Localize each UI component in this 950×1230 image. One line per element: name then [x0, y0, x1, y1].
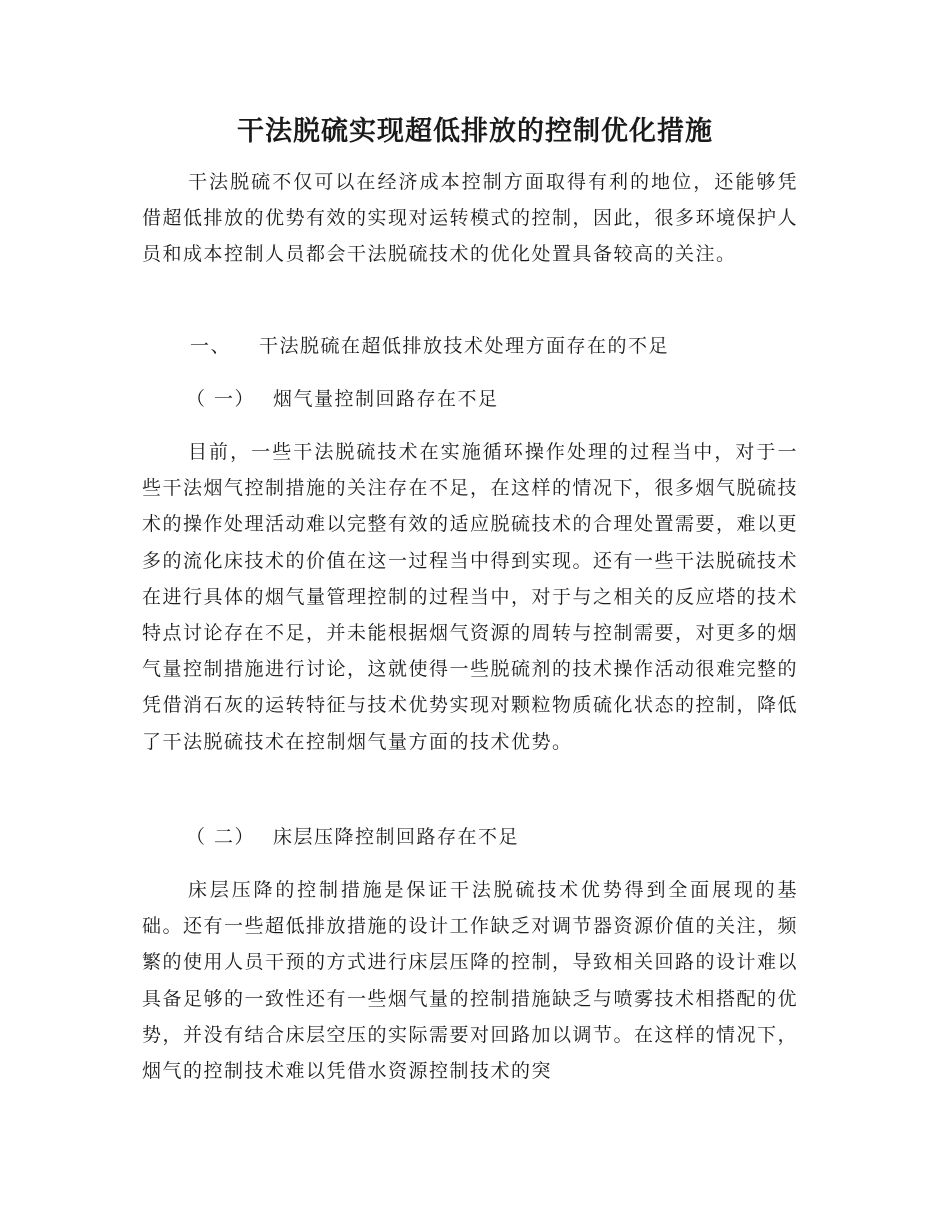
- subsection-2-heading: [186, 819, 519, 855]
- section-1-number: 一、: [190, 335, 232, 357]
- subsection-1-paragraph: 目前，一些干法脱硫技术在实施循环操作处理的过程当中，对于一些干法烟气控制措施的关注存在不足，在这样的情况下，很多烟气脱硫技术的操作处理活动难以完整有效的适应脱硫技术的合理处置需要，难以更多的流化床技术的价值在这一过程当中得到实现。还有一些干法脱硫技术在进行具体的烟气量管理控制的过程当中，对于与之相关的反应塔的技术特点讨论存在不足，并未能根据烟气资源的周转与控制需要，对更多的烟气量控制措施进行讨论，这就使得一些脱硫剂的技术操作活动很难完整的凭借消石灰的运转特征与技术优势实现对颗粒物质硫化状态的控制，降低了干法脱硫技术在控制烟气量方面的技术优势。: [142, 441, 799, 753]
- section-1-heading: [190, 328, 669, 364]
- subsection-1-title: 烟气量控制回路存在不足: [273, 388, 499, 410]
- intro-paragraph: 干法脱硫不仅可以在经济成本控制方面取得有利的地位，还能够凭借超低排放的优势有效的实现对运转模式的控制，因此，很多环境保护人员和成本控制人员都会干法脱硫技术的优化处置具备较高的关注。: [142, 171, 799, 266]
- subsection-2-title: 床层压降控制回路存在不足: [273, 826, 520, 848]
- subsection-2-number: （ 二）: [186, 826, 256, 848]
- subsection-1-heading: [186, 381, 499, 417]
- section-1-title: 干法脱硫在超低排放技术处理方面存在的不足: [259, 335, 670, 357]
- document-title: 干法脱硫实现超低排放的控制优化措施: [237, 116, 713, 147]
- subsection-2-paragraph: 床层压降的控制措施是保证干法脱硫技术优势得到全面展现的基础。还有一些超低排放措施的设计工作缺乏对调节器资源价值的关注，频繁的使用人员干预的方式进行床层压降的控制，导致相关回路的设计难以具备足够的一致性还有一些烟气量的控制措施缺乏与喷雾技术相搭配的优势，并没有结合床层空压的实际需要对回路加以调节。在这样的情况下，烟气的控制技术难以凭借水资源控制技术的突: [142, 879, 799, 1083]
- subsection-1-number: （ 一）: [186, 388, 256, 410]
